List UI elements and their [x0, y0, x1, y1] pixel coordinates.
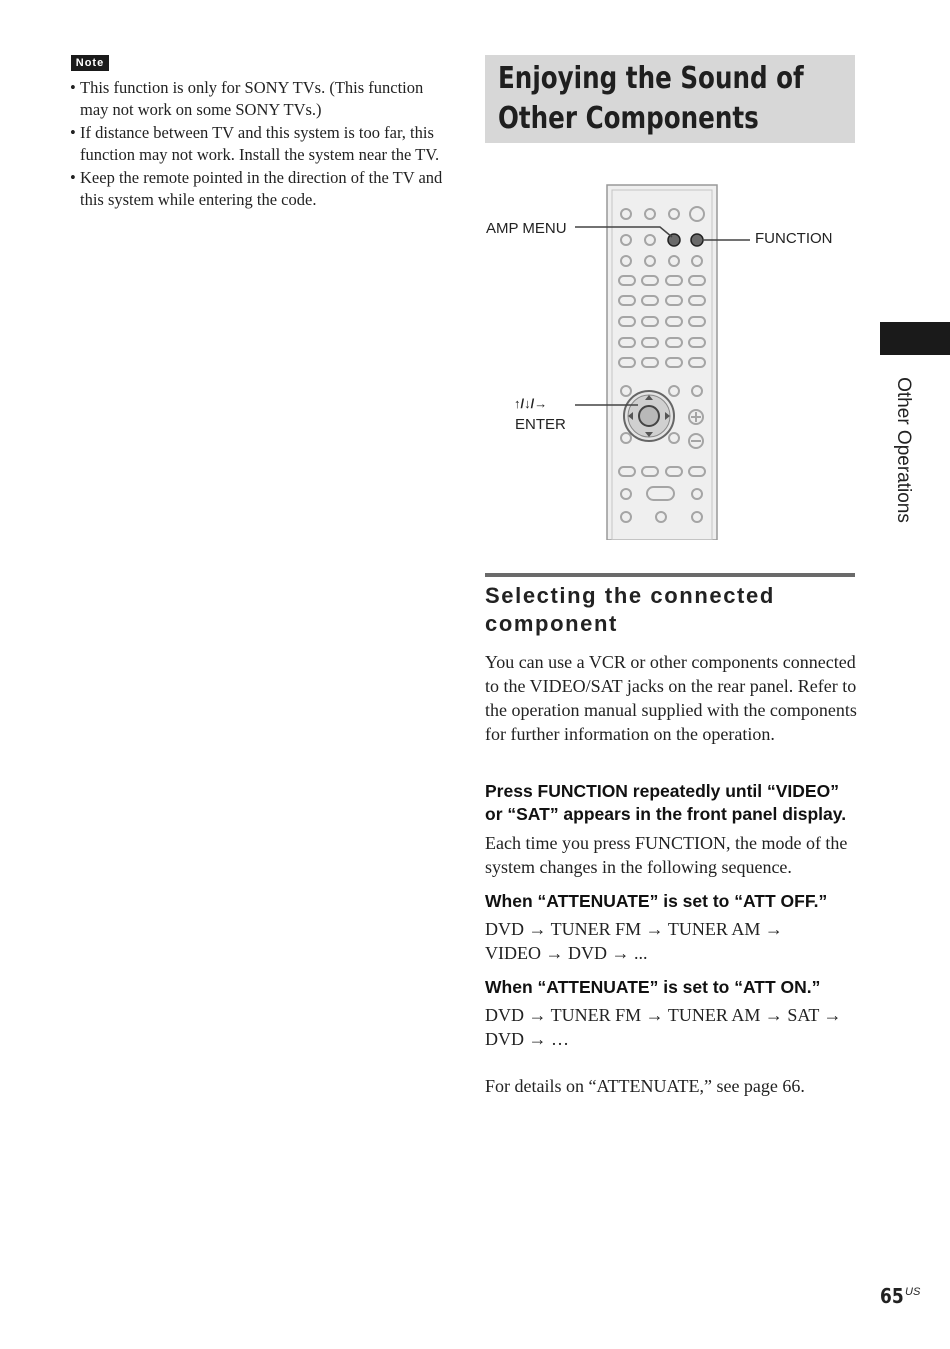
att-on-sequence: DVD → TUNER FM → TUNER AM → SAT → DVD → …	[485, 1005, 842, 1049]
page-title	[498, 59, 804, 139]
att-on-heading: When “ATTENUATE” is set to “ATT ON.”	[485, 977, 821, 997]
att-off-heading: When “ATTENUATE” is set to “ATT OFF.”	[485, 891, 828, 911]
details-reference: For details on “ATTENUATE,” see page 66.	[485, 1076, 805, 1096]
function-label: FUNCTION	[755, 230, 833, 247]
note-item: • Keep the remote pointed in the direction of the TV and this system while entering the code.	[70, 168, 443, 209]
page-title-box	[485, 55, 855, 143]
intro-paragraph: You can use a VCR or other components connected to the VIDEO/SAT jacks on the rear panel. Refer to the operation manual supplied with the components for further information on the operation.	[485, 652, 857, 744]
note-text: If distance between TV and this system is too far, this function may not work. Install the system near the TV.	[80, 123, 440, 164]
note-badge: Note	[71, 55, 109, 71]
page-title-line-2: Other Components	[498, 101, 759, 136]
note-item: • This function is only for SONY TVs. (This function may not work on some SONY TVs.)	[70, 78, 424, 119]
note-list	[70, 77, 445, 212]
enter-label: ENTER	[515, 416, 566, 433]
note-text: Keep the remote pointed in the direction of the TV and this system while entering the code.	[80, 168, 443, 209]
page-number-suffix: US	[905, 1286, 921, 1298]
step-instruction: Press FUNCTION repeatedly until “VIDEO” or “SAT” appears in the front panel display.	[485, 781, 847, 824]
note-item: • If distance between TV and this system is too far, this function may not work. Install the system near the TV.	[70, 123, 440, 164]
page-number: 65	[880, 1284, 904, 1308]
enter-button	[639, 406, 659, 426]
section-rule	[485, 573, 855, 577]
section-heading: Selecting the connected component	[485, 583, 775, 636]
step-description: Each time you press FUNCTION, the mode of the system changes in the following sequence.	[485, 833, 848, 877]
section-tab-label: Other Operations	[893, 377, 914, 523]
amp-menu-label: AMP MENU	[486, 220, 567, 237]
note-text: This function is only for SONY TVs. (This function may not work on some SONY TVs.)	[80, 78, 424, 119]
section-tab-marker	[880, 322, 950, 355]
function-button-highlight	[691, 234, 703, 246]
arrow-keys-label: ↑/↓/→	[514, 396, 548, 411]
page-title-line-1: Enjoying the Sound of	[498, 61, 804, 96]
att-off-sequence: DVD → TUNER FM → TUNER AM → VIDEO → DVD → ...	[485, 919, 783, 963]
remote-control-figure	[480, 180, 860, 540]
